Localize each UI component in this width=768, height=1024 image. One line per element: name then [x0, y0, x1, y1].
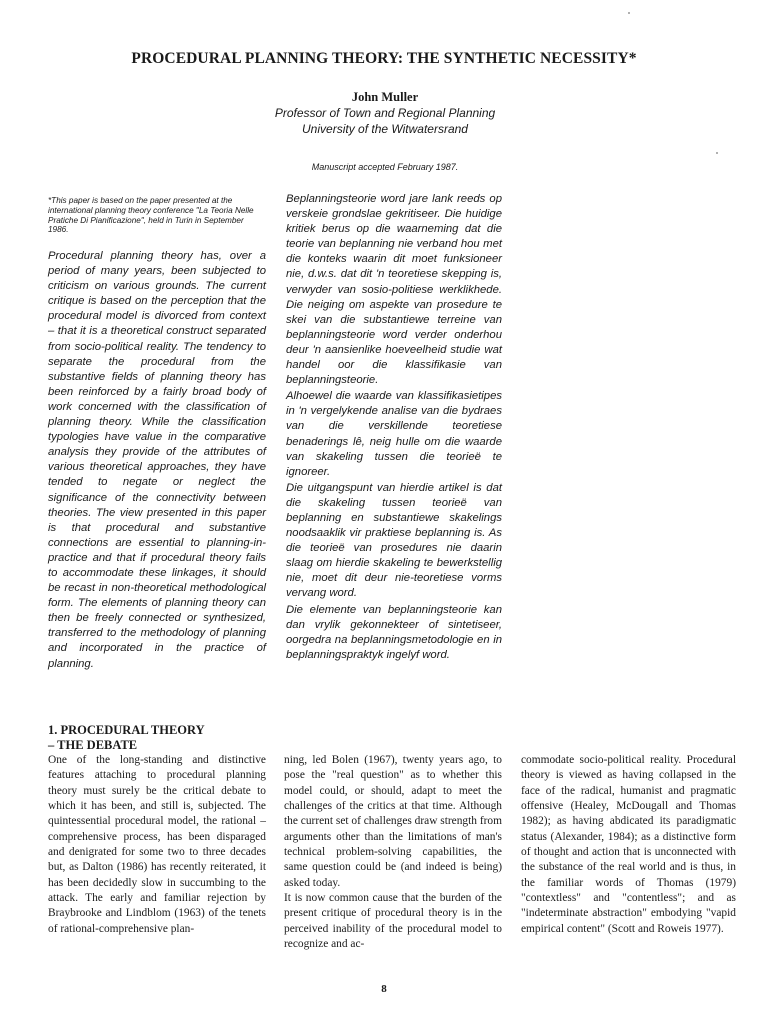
- author-affiliation: University of the Witwatersrand: [302, 122, 468, 136]
- body-column-2: [284, 753, 502, 952]
- abstract-english-text: Procedural planning theory has, over a period of many years, been subjected to criticism on various grounds. The current critique is based on the perception that the procedural model is divorced from context – that it is a theoretical construct separated from socio-political reality. The tendency to separate the procedural from the substantive fields of planning theory has been reinforced by a fairly broad body of work concerned with the classification of planning theory. While the classification typologies have value in the comparative analysis they provide of the attributes of various theoretical approaches, they have tended to negate or neglect the significance of the connectivity between theories. The view presented in this paper is that procedural and substantive connections are essential to planning-in-practice and that if procedural theory fails to accommodate these linkages, it should be recast in non-theoretical methodological form. The elements of planning theory can then be freely connected or synthesized, transferred to the methodology of planning and incorporated in the practice of planning.: [48, 250, 266, 670]
- section-heading: [48, 723, 268, 753]
- paper-title: PROCEDURAL PLANNING THEORY: THE SYNTHETIC NECESSITY*: [131, 50, 637, 67]
- abstract-afrikaans-paragraph: Die uitgangspunt van hierdie artikel is dat die skakeling tussen teorieë van beplanning en substantiewe skakelings noodsaaklik vir praktiese beplanning is. As die teorieë van prosedures nie daarin slaag om hierdie skakeling te bewerkstellig nie, moet dit deur nie-teoretiese vorms vervang word.: [286, 481, 502, 600]
- scan-speck: [628, 12, 630, 14]
- body-paragraph: ning, led Bolen (1967), twenty years ago, to pose the "real question" as to whether this model could, or should, adapt to meet the challenges of the critics at that time. Although the current set of challenges draw strength from arguments other than the limitations of man's technical problem-solving capabilities, the same question could be (and indeed is being) asked today.: [284, 754, 502, 889]
- page-number: 8: [381, 983, 387, 995]
- author-block: [230, 89, 540, 137]
- scan-speck: [716, 152, 718, 154]
- abstract-afrikaans-paragraph: Alhoewel die waarde van klassifikasietipes in 'n vergelykende analise van die bydraes van die verskillende teoretiese benaderings lê, neig hulle om die waarde van skakeling tussen die teorieë te ignoreer.: [286, 390, 502, 478]
- body-paragraph: One of the long-standing and distinctive features attaching to procedural planning theory must surely be the critical debate to which it has been, and still is, subjected. The quintessential procedural model, the rational – comprehensive process, has been disparaged and denigrated for some two to three decades but, as Dalton (1986) has recently reiterated, it has been decidedly slow in succumbing to the attack. The early and familiar rejection by Braybrooke and Lindblom (1963) of the tenets of rational-comprehensive plan-: [48, 754, 266, 935]
- body-column-1: [48, 753, 266, 937]
- section-heading-line2: – THE DEBATE: [48, 738, 138, 752]
- abstract-english: [48, 249, 266, 673]
- title-footnote: *This paper is based on the paper presented at the international planning theory conference "La Teoria Nelle Pratiche Di Pianificazione", held in Turin in September 1986.: [48, 196, 254, 235]
- body-paragraph: It is now common cause that the burden of the present critique of procedural theory is in the perceived inability of the procedural model to recognize and ac-: [284, 892, 502, 951]
- section-heading-line1: 1. PROCEDURAL THEORY: [48, 723, 205, 737]
- abstract-afrikaans-paragraph: Beplanningsteorie word jare lank reeds op verskeie grondslae gekritiseer. Die huidige kritiek berus op die waarneming dat die teorie van beplanning nie verband hou met die konteks waarin dit moet funksioneer nie, d.w.s. dat dit 'n teoretiese skepping is, verwyder van sosio-politiese werklikhede. Die neiging om aspekte van prosedure te skei van die substantiewe terreine van beplanningsteorie word verder onderhou deur 'n aansienlike hoeveelheid studie wat handel oor die klassifikasie van beplanningsteorie.: [286, 193, 502, 387]
- body-column-3: [521, 753, 736, 937]
- author-position: Professor of Town and Regional Planning: [274, 106, 496, 120]
- abstract-afrikaans-paragraph: Die elemente van beplanningsteorie kan dan vrylik gekonnekteer of sintetiseer, oorgedra na beplanningsmetodologie en in beplanningspraktyk ingelyf word.: [286, 603, 502, 661]
- author-name: John Muller: [351, 90, 419, 104]
- abstract-afrikaans: [286, 192, 502, 664]
- manuscript-note: Manuscript accepted February 1987.: [311, 162, 459, 172]
- body-paragraph: commodate socio-political reality. Procedural theory is viewed as having collapsed in the face of the radical, humanist and pragmatic offensive (Healey, McDougall and Thomas 1982); as having abdicated its paradigmatic status (Alexander, 1984); as a distinctive form of thought and action that is unconnected with the substance of the real world and is thus, in the familiar words of Thomas (1979) "contextless" and "contentless"; and as "indeterminate abstraction" embodying "vapid empirical content" (Scott and Roweis 1977).: [521, 754, 736, 935]
